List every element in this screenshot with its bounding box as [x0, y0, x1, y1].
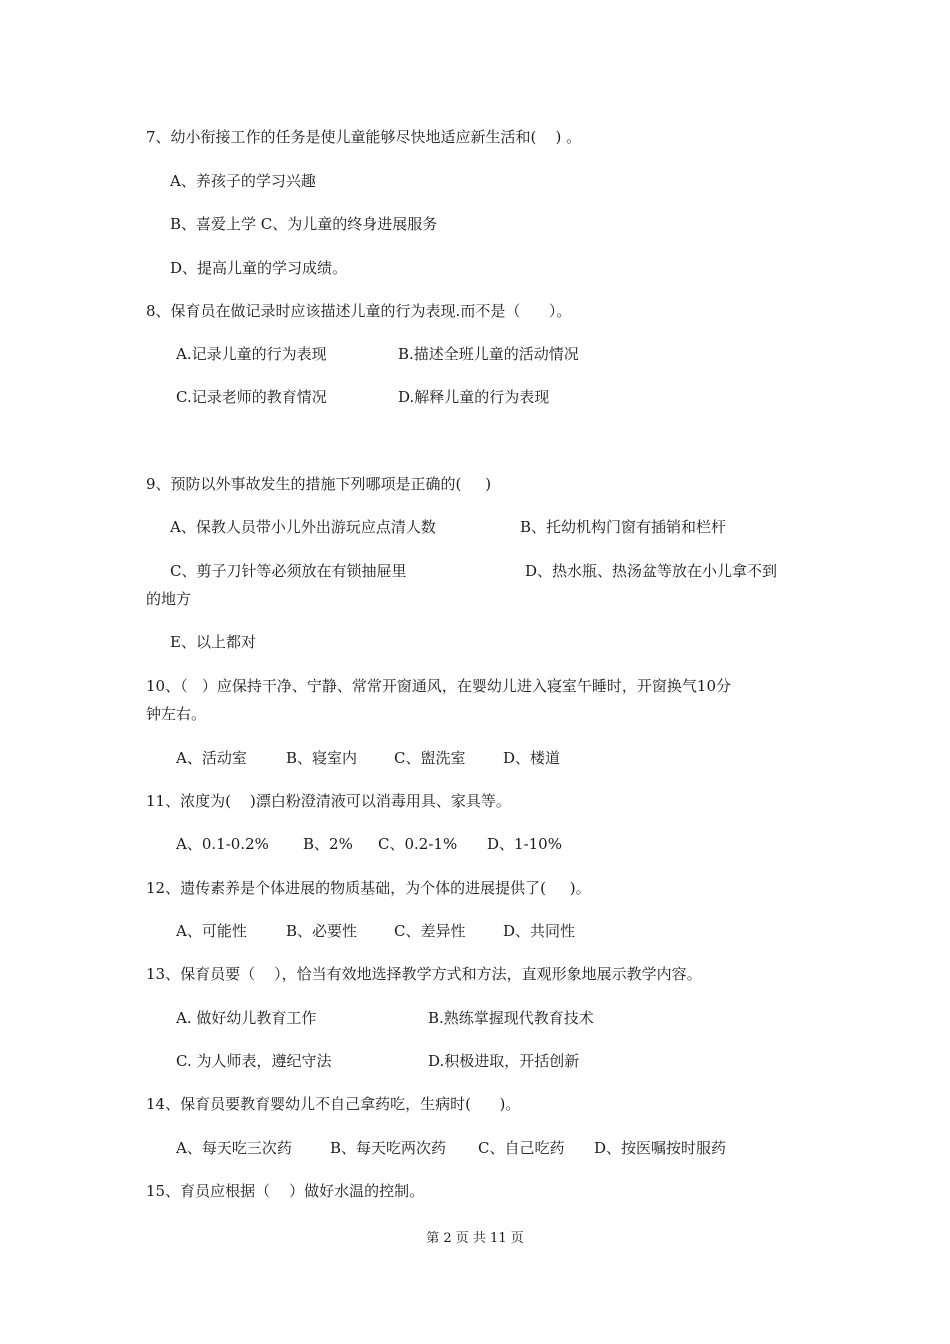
- question-15-stem: 15、育员应根据（ ）做好水温的控制。: [146, 1182, 425, 1200]
- question-13-option-b: B.熟练掌握现代教育技术: [428, 1009, 594, 1027]
- page-footer: 第 2 页 共 11 页: [426, 1231, 524, 1246]
- question-8-stem: 8、保育员在做记录时应该描述儿童的行为表现.而不是（ ）。: [146, 302, 572, 320]
- question-12-option-d: D、共同性: [503, 922, 576, 940]
- question-7-option-bc: B、喜爱上学 C、为儿童的终身进展服务: [170, 215, 438, 233]
- question-10-stem-continued: 钟左右。: [146, 705, 207, 723]
- question-14-option-c: C、自己吃药: [478, 1139, 565, 1157]
- question-13-option-c: C. 为人师表，遵纪守法: [176, 1052, 332, 1070]
- question-12-option-c: C、差异性: [394, 922, 466, 940]
- question-8-option-c: C.记录老师的教育情况: [176, 388, 327, 406]
- question-14-option-b: B、每天吃两次药: [330, 1139, 447, 1157]
- question-9-option-e: E、以上都对: [170, 633, 256, 651]
- question-8-option-a: A.记录儿童的行为表现: [176, 345, 327, 363]
- question-8-option-d: D.解释儿童的行为表现: [398, 388, 550, 406]
- question-14-option-a: A、每天吃三次药: [176, 1139, 292, 1157]
- question-9-option-a: A、保教人员带小儿外出游玩应点清人数: [170, 518, 436, 536]
- question-10-stem: 10、（ ）应保持干净、宁静、常常开窗通风，在婴幼儿进入寝室午睡时，开窗换气10分: [146, 677, 731, 695]
- question-13-option-d: D.积极进取，开括创新: [428, 1052, 580, 1070]
- question-7-option-a: A、养孩子的学习兴趣: [170, 172, 316, 190]
- question-10-option-d: D、楼道: [503, 749, 561, 767]
- question-9-option-b: B、托幼机构门窗有插销和栏杆: [520, 518, 727, 536]
- question-13-stem: 13、保育员要（ ），恰当有效地选择教学方式和方法，直观形象地展示教学内容。: [146, 965, 702, 983]
- question-9-option-c: C、剪子刀针等必须放在有锁抽屉里: [170, 562, 407, 580]
- question-11-option-d: D、1-10%: [487, 835, 562, 853]
- question-7-option-d: D、提高儿童的学习成绩。: [170, 259, 348, 277]
- question-8-option-b: B.描述全班儿童的活动情况: [398, 345, 579, 363]
- question-12-stem: 12、遗传素养是个体进展的物质基础，为个体的进展提供了( )。: [146, 879, 591, 897]
- question-10-option-a: A、活动室: [176, 749, 247, 767]
- question-11-option-c: C、0.2-1%: [378, 835, 458, 853]
- question-10-option-c: C、盥洗室: [394, 749, 466, 767]
- question-14-option-d: D、按医嘱按时服药: [594, 1139, 727, 1157]
- question-13-option-a: A. 做好幼儿教育工作: [176, 1009, 317, 1027]
- question-11-stem: 11、浓度为( )漂白粉澄清液可以消毒用具、家具等。: [146, 792, 511, 810]
- question-9-option-d-continued: 的地方: [146, 590, 192, 608]
- question-14-stem: 14、保育员要教育婴幼儿不自己拿药吃，生病时( )。: [146, 1095, 521, 1113]
- question-12-option-b: B、必要性: [286, 922, 358, 940]
- question-11-option-b: B、2%: [303, 835, 353, 853]
- question-9-stem: 9、预防以外事故发生的措施下列哪项是正确的( ): [146, 475, 492, 493]
- question-12-option-a: A、可能性: [176, 922, 247, 940]
- question-9-option-d: D、热水瓶、热汤盆等放在小儿拿不到: [525, 562, 778, 580]
- question-11-option-a: A、0.1-0.2%: [176, 835, 269, 853]
- question-10-option-b: B、寝室内: [286, 749, 358, 767]
- question-7-stem: 7、幼小衔接工作的任务是使儿童能够尽快地适应新生活和( ) 。: [146, 128, 582, 146]
